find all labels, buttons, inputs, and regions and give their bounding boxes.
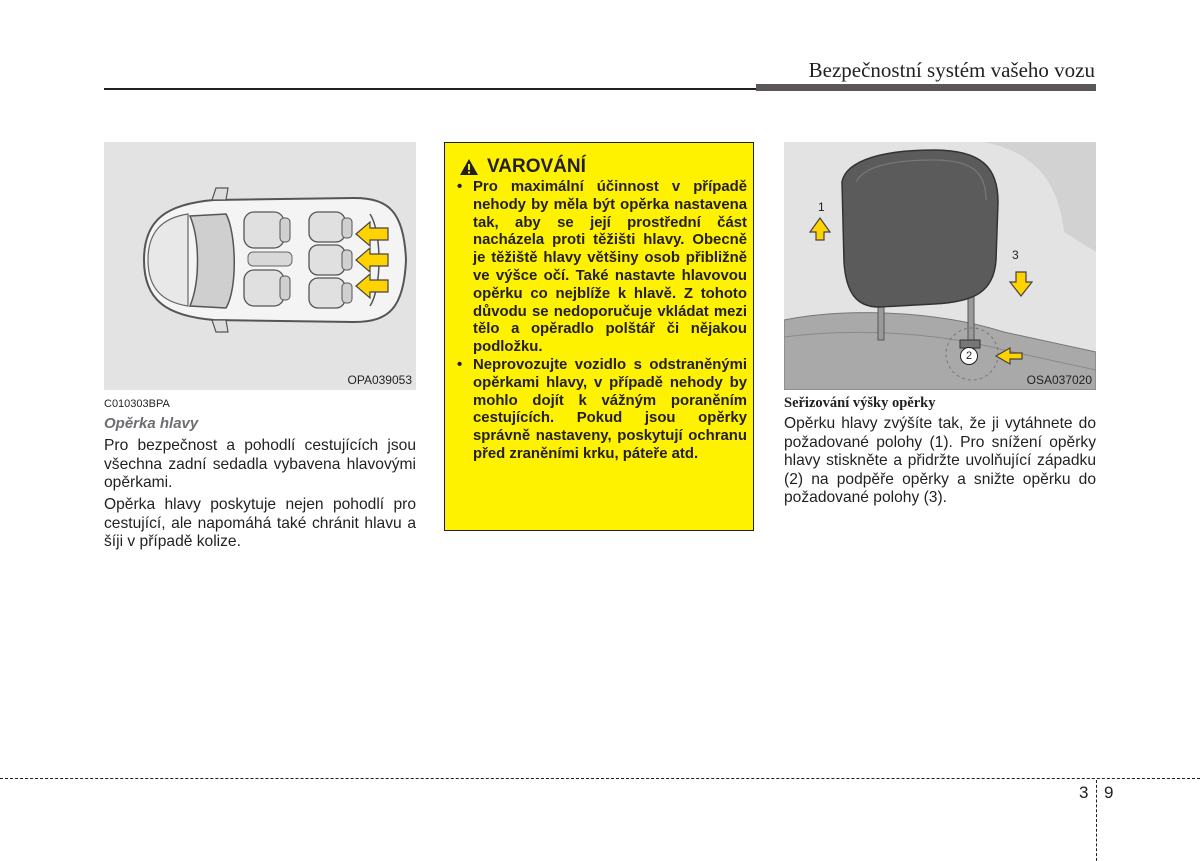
headrest-adjust-figure — [784, 142, 1096, 390]
warning-triangle-icon — [459, 158, 479, 176]
body-paragraph: Pro bezpečnost a pohodlí cestujících jsou všechna zadní sedadla vybavena hlavovými opěrkami. — [104, 437, 416, 492]
section-code: C010303BPA — [104, 398, 170, 410]
footer-divider — [1096, 780, 1097, 861]
headrest-arrow-icon — [356, 222, 388, 298]
figure-code: OSA037020 — [1026, 373, 1092, 387]
callout-3: 3 — [1012, 248, 1019, 262]
chapter-number: 3 — [1079, 783, 1089, 802]
page-number: 9 — [1104, 783, 1114, 802]
warning-heading — [459, 155, 586, 179]
headrest-illustration — [784, 142, 1096, 390]
page-header-title: Bezpečnostní systém vašeho vozu — [808, 58, 1095, 82]
figure-caption: Seřizování výšky opěrky — [784, 395, 936, 411]
callout-2-label: 2 — [965, 350, 973, 362]
header-rule-accent — [756, 84, 1096, 91]
callout-1: 1 — [818, 200, 825, 214]
car-top-view-figure — [104, 142, 416, 390]
figure-code: OPA039053 — [347, 373, 412, 387]
warning-item: • Neprovozujte vozidlo s odstraněnými opěrkami hlavy, v případě nehody by mohlo dojít k vážným poraněním cestujících. Pokud jsou opěrky správně nastaveny, poskytují ochranu před zraněními krku, páteře atd. — [457, 357, 747, 464]
car-top-view-illustration — [104, 142, 416, 390]
body-paragraph: Opěrku hlavy zvýšíte tak, že ji vytáhnete do požadované polohy (1). Pro snížení opěrky hlavy stiskněte a přidržte uvolňující západku (2) na podpěře opěrky a snižte opěrku do požadované polohy (3). — [784, 415, 1096, 507]
footer-rule — [0, 778, 1200, 779]
warning-item: • Pro maximální účinnost v případě nehody by měla být opěrka nastavena tak, aby se její prostřední část nacházela proti těžišti hlavy. Obecně je těžiště hlavy většiny osob přibližně ve výšce očí. Také nastavte hlavovou opěrku co nejblíže k hlavě. Z tohoto důvodu se nedoporučuje vkládat mezi tělo a opěradlo polštář či nějakou podložku. — [457, 179, 747, 357]
callout-2 — [960, 347, 978, 365]
body-paragraph: Opěrka hlavy poskytuje nejen pohodlí pro cestující, ale napomáhá také chránit hlavu a šíji v případě kolize. — [104, 496, 416, 551]
warning-title: VAROVÁNÍ — [487, 156, 586, 177]
section-subheading: Opěrka hlavy — [104, 415, 199, 432]
warning-list — [457, 179, 747, 464]
warning-box — [444, 142, 754, 531]
